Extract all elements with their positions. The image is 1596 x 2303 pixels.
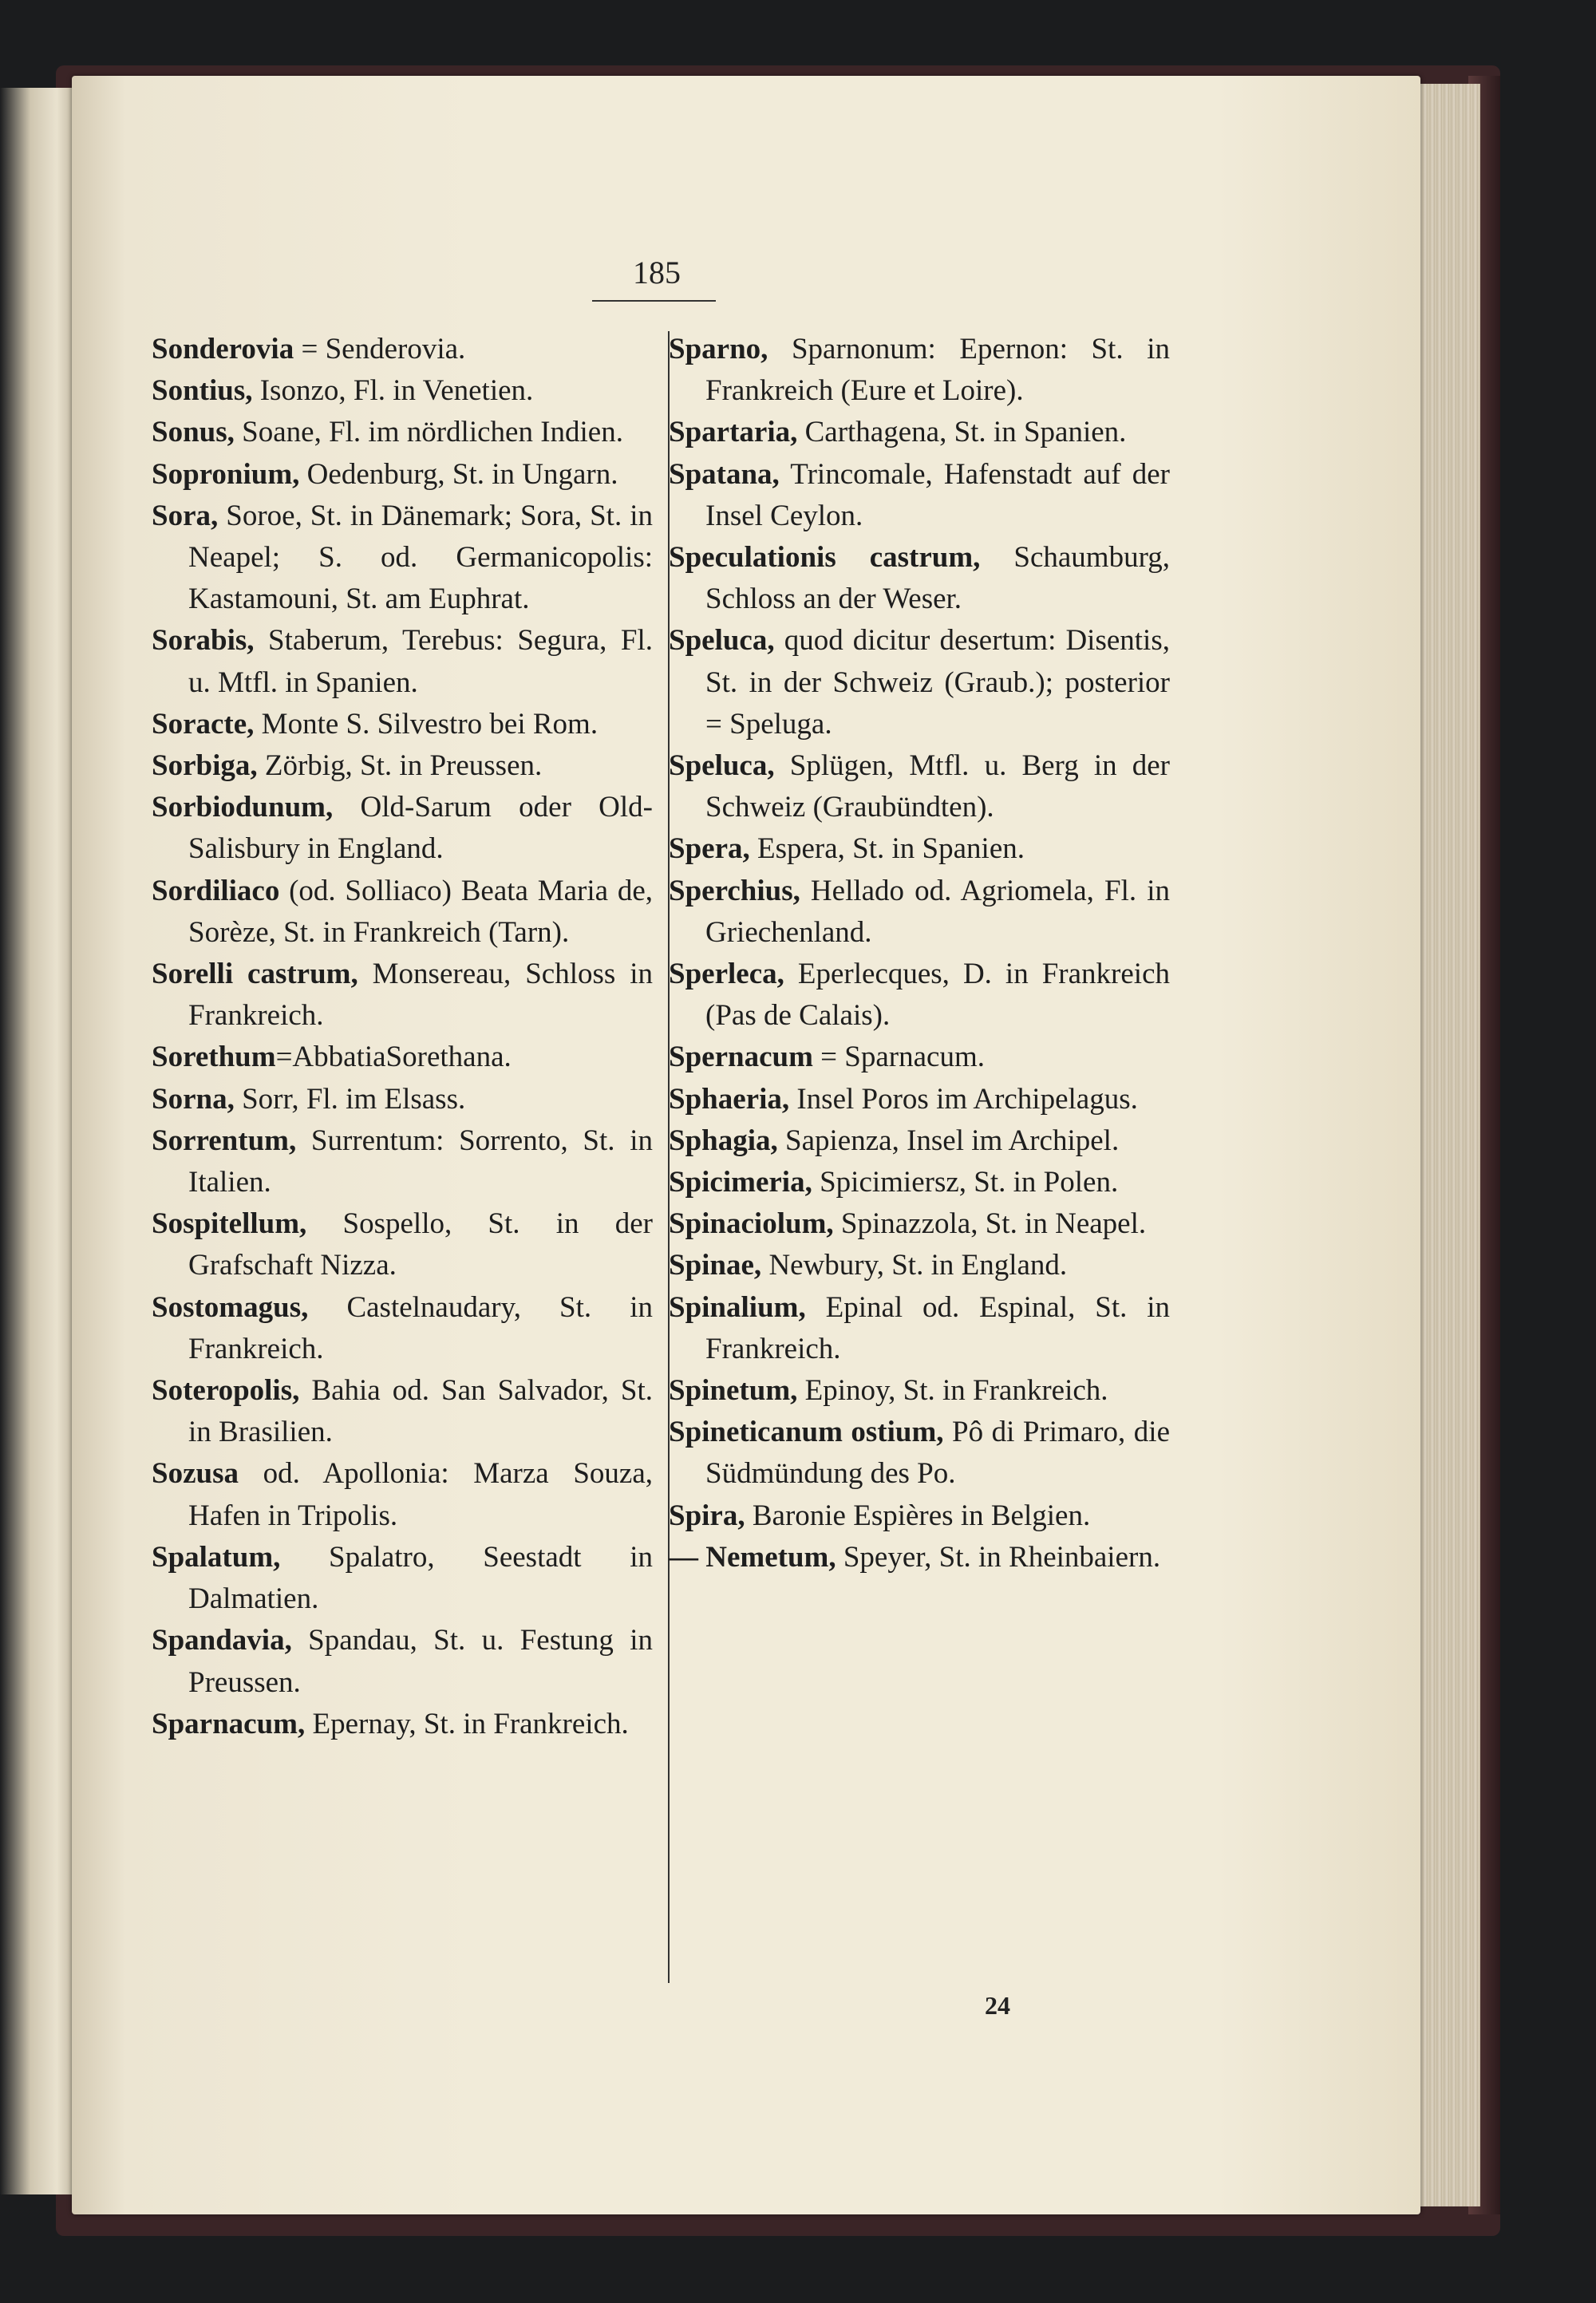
entry-headword: Sorbiga,	[152, 749, 258, 783]
dictionary-entry	[152, 1453, 653, 1536]
dictionary-entry	[152, 1079, 653, 1120]
dictionary-entry	[669, 1162, 1170, 1203]
entry-headword: Spalatum,	[152, 1540, 281, 1574]
entry-headword: Spinaciolum,	[669, 1207, 834, 1241]
entry-definition: Surrentum: Sorrento, St. in Italien.	[188, 1124, 653, 1199]
entry-headword: Spinetum,	[669, 1374, 798, 1408]
entry-definition: Trincomale, Hafenstadt auf der Insel Ceylon.	[705, 457, 1170, 532]
entry-headword: Speluca,	[669, 749, 775, 783]
entry-headword: Sonus,	[152, 416, 235, 449]
dictionary-entry	[669, 537, 1170, 620]
entry-headword: Sperleca,	[669, 958, 784, 991]
dictionary-entry	[152, 787, 653, 870]
entry-headword: Sparnacum,	[152, 1707, 306, 1740]
dictionary-entry	[152, 954, 653, 1037]
entry-headword: Sphaeria,	[669, 1082, 790, 1116]
dictionary-entry	[152, 704, 653, 745]
entry-headword: Spineticanum ostium,	[669, 1416, 944, 1449]
dictionary-entry	[669, 1412, 1170, 1495]
entry-definition: Sparnonum: Epernon: St. in Frankreich (Eure et Loire).	[705, 333, 1170, 408]
entry-definition: Sorr, Fl. im Elsass.	[234, 1082, 466, 1116]
dictionary-entry	[152, 329, 653, 370]
entry-headword: Sorethum	[152, 1041, 276, 1074]
entry-definition: od. Apollonia: Marza Souza, Hafen in Tripolis.	[188, 1457, 653, 1532]
dictionary-entry	[152, 1370, 653, 1453]
entry-headword: Sordiliaco	[152, 874, 280, 907]
dictionary-entry	[152, 745, 653, 787]
signature-mark: 24	[985, 1991, 1010, 2020]
dictionary-entry	[669, 1203, 1170, 1245]
entry-headword: Sorbiodunum,	[152, 791, 334, 824]
entry-headword: Speluca,	[669, 624, 775, 658]
right-column	[669, 329, 1170, 1578]
dictionary-entry	[669, 871, 1170, 954]
dictionary-entry	[669, 745, 1170, 828]
entry-definition: Bahia od. San Salvador, St. in Brasilien.	[188, 1374, 653, 1449]
entry-definition: =AbbatiaSorethana.	[275, 1041, 512, 1074]
entry-headword: Sparno,	[669, 333, 768, 365]
dictionary-entry	[669, 454, 1170, 537]
entry-definition: Epinoy, St. in Frankreich.	[797, 1374, 1108, 1408]
dictionary-entry	[669, 1120, 1170, 1162]
entry-definition: Old-Sarum oder Old-Salisbury in England.	[188, 791, 653, 866]
entry-definition: Staberum, Terebus: Segura, Fl. u. Mtfl. in Spanien.	[188, 624, 653, 699]
dictionary-entry	[669, 1037, 1170, 1078]
entry-definition: Soane, Fl. im nördlichen Indien.	[234, 416, 623, 449]
dictionary-entry	[152, 1120, 653, 1203]
entry-definition: Spalatro, Seestadt in Dalmatien.	[188, 1540, 653, 1616]
entry-headword: Sorelli castrum,	[152, 958, 358, 991]
entry-definition: Sapienza, Insel im Archipel.	[777, 1124, 1120, 1157]
entry-headword: Sora,	[152, 499, 219, 532]
dictionary-entry	[152, 1704, 653, 1745]
entry-definition: Spandau, St. u. Festung in Preussen.	[188, 1624, 653, 1699]
entry-headword: Soteropolis,	[152, 1374, 300, 1408]
entry-definition: Oedenburg, St. in Ungarn.	[299, 457, 618, 491]
entry-headword: — Nemetum,	[669, 1540, 836, 1574]
dictionary-entry	[152, 370, 653, 412]
entry-definition: = Sparnacum.	[812, 1041, 985, 1074]
entry-headword: Spicimeria,	[669, 1166, 812, 1199]
entry-definition: Splügen, Mtfl. u. Berg in der Schweiz (Graubündten).	[705, 749, 1170, 824]
dictionary-entry	[152, 1203, 653, 1286]
entry-definition: Epinal od. Espinal, St. in Frankreich.	[705, 1290, 1170, 1365]
page-number-rule	[592, 300, 716, 302]
entry-definition: (od. Solliaco) Beata Maria de, Sorèze, St. in Frankreich (Tarn).	[188, 874, 653, 949]
dictionary-entry	[669, 1287, 1170, 1370]
entry-definition: Carthagena, St. in Spanien.	[797, 416, 1127, 449]
entry-definition: Zörbig, St. in Preussen.	[257, 749, 543, 783]
dictionary-entry	[152, 1537, 653, 1620]
entry-headword: Spera,	[669, 832, 750, 866]
dictionary-entry	[152, 1287, 653, 1370]
entry-definition: Spinazzola, St. in Neapel.	[833, 1207, 1147, 1241]
entry-headword: Spandavia,	[152, 1624, 292, 1657]
entry-headword: Sperchius,	[669, 874, 800, 907]
dictionary-entry	[669, 1537, 1170, 1578]
entry-definition: quod dicitur desertum: Disentis, St. in der Schweiz (Graub.); posterior = Speluga.	[705, 624, 1170, 741]
dictionary-entry	[669, 954, 1170, 1037]
dictionary-entry	[152, 871, 653, 954]
entry-headword: Speculationis castrum,	[669, 541, 981, 575]
dictionary-entry	[152, 620, 653, 703]
entry-headword: Sorabis,	[152, 624, 255, 658]
entry-definition: Monsereau, Schloss in Frankreich.	[188, 958, 653, 1033]
dictionary-entry	[669, 1495, 1170, 1537]
entry-definition: Hellado od. Agriomela, Fl. in Griechenland.	[705, 874, 1170, 949]
entry-definition: Castelnaudary, St. in Frankreich.	[188, 1290, 653, 1365]
entry-definition: Schaumburg, Schloss an der Weser.	[705, 541, 1170, 616]
dictionary-entry	[152, 1037, 653, 1078]
entry-definition: Espera, St. in Spanien.	[749, 832, 1025, 866]
entry-headword: Spatana,	[669, 457, 780, 491]
facing-page-edge	[0, 88, 76, 2194]
entry-headword: Sospitellum,	[152, 1207, 307, 1241]
dictionary-entry	[669, 1245, 1170, 1286]
entry-definition: Epernay, St. in Frankreich.	[305, 1707, 629, 1740]
entry-headword: Spernacum	[669, 1041, 813, 1074]
page-number: 185	[633, 255, 681, 290]
dictionary-entry	[669, 828, 1170, 870]
dictionary-entry	[669, 329, 1170, 412]
dictionary-entry	[669, 412, 1170, 453]
entry-headword: Spartaria,	[669, 416, 798, 449]
entry-definition: Soroe, St. in Dänemark; Sora, St. in Neapel; S. od. Germanicopolis: Kastamouni, St. am Euphrat.	[188, 499, 653, 616]
entry-headword: Spinae,	[669, 1249, 762, 1282]
entry-definition: = Senderovia.	[294, 333, 466, 365]
dictionary-entry	[152, 454, 653, 496]
entry-definition: Pô di Primaro, die Südmündung des Po.	[705, 1416, 1170, 1491]
entry-definition: Newbury, St. in England.	[761, 1249, 1068, 1282]
dictionary-entry	[152, 496, 653, 621]
dictionary-entry	[152, 412, 653, 453]
entry-headword: Sphagia,	[669, 1124, 778, 1157]
entry-headword: Spinalium,	[669, 1290, 806, 1324]
entry-definition: Spicimiersz, St. in Polen.	[812, 1166, 1119, 1199]
entry-headword: Sontius,	[152, 374, 253, 408]
entry-headword: Sostomagus,	[152, 1290, 309, 1324]
dictionary-entry	[152, 1620, 653, 1703]
dictionary-entry	[669, 620, 1170, 745]
entry-headword: Soracte,	[152, 707, 255, 741]
entry-headword: Spira,	[669, 1499, 745, 1532]
left-column	[152, 329, 653, 1745]
entry-headword: Sorrentum,	[152, 1124, 297, 1157]
entry-headword: Sorna,	[152, 1082, 235, 1116]
entry-definition: Isonzo, Fl. in Venetien.	[252, 374, 534, 408]
entry-headword: Sonderovia	[152, 333, 294, 365]
entry-definition: Insel Poros im Archipelagus.	[789, 1082, 1138, 1116]
entry-definition: Eperlecques, D. in Frankreich (Pas de Calais).	[705, 958, 1170, 1033]
entry-definition: Baronie Espières in Belgien.	[745, 1499, 1091, 1532]
entry-definition: Monte S. Silvestro bei Rom.	[254, 707, 598, 741]
entry-definition: Speyer, St. in Rheinbaiern.	[836, 1540, 1161, 1574]
dictionary-entry	[669, 1079, 1170, 1120]
entry-headword: Sozusa	[152, 1457, 239, 1491]
dictionary-entry	[669, 1370, 1170, 1412]
entry-definition: Sospello, St. in der Grafschaft Nizza.	[188, 1207, 653, 1282]
entry-headword: Sopronium,	[152, 457, 300, 491]
